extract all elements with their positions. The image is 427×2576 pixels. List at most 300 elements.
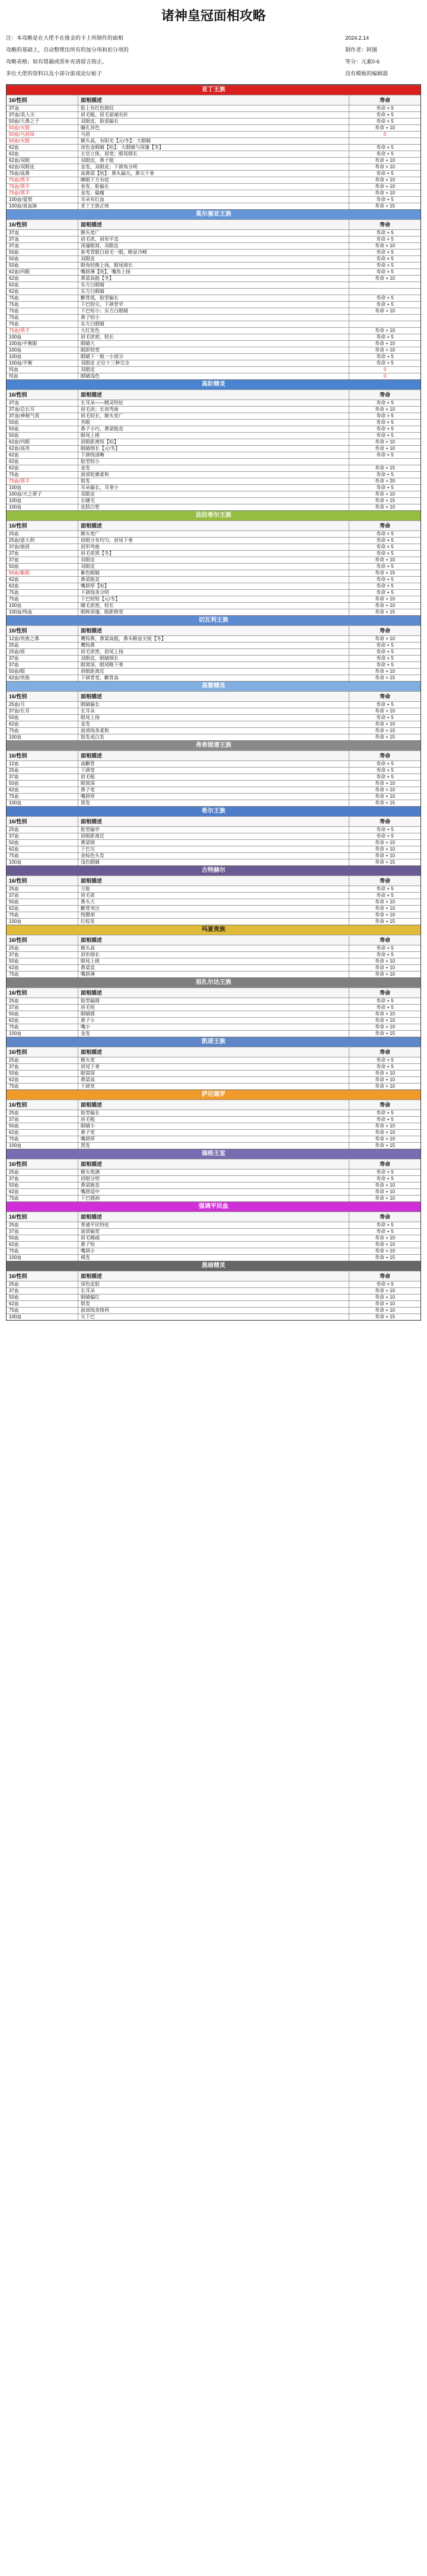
column-header-row (7, 219, 420, 229)
lifespan-cell: 寿命 + 5 (376, 662, 394, 667)
description-cell: 眉毛浓密、较长 (78, 334, 349, 340)
column-header: 寿命 (379, 1102, 390, 1108)
attribute-cell: 62血/高贵 (9, 446, 30, 451)
description-cell: 眉眼距离短【哈】 (78, 439, 349, 445)
attribute-cell: 25血 (9, 643, 19, 648)
attribute-cell: 62血 (9, 787, 19, 792)
attribute-cell: 37血 (9, 1005, 19, 1010)
lifespan-cell: 寿命 + 5 (376, 945, 394, 951)
description-cell: 下巴较短【元/冬】 (78, 596, 349, 602)
column-header: 寿命 (379, 990, 390, 996)
lifespan-cell: 寿命 + 10 (374, 794, 395, 799)
lifespan-cell (349, 282, 420, 288)
attribute-cell: 100血 (9, 603, 22, 608)
attribute-cell: 12血/贵族之鼻 (9, 636, 40, 641)
lifespan-cell: 寿命 + 10 (374, 912, 395, 918)
description-cell: 普通平民特征 (78, 1222, 349, 1228)
table-row (7, 1235, 420, 1241)
description-cell: 眼睛大 (78, 341, 349, 347)
attribute-cell: 25血 (9, 1110, 19, 1116)
column-header: 面相描述 (78, 220, 349, 229)
attribute-cell: 100血 (9, 1143, 22, 1148)
section-header: 瑞格王室 (7, 1149, 420, 1159)
meta-author: 制作者：阿图 (345, 47, 378, 53)
column-header: 16/性别 (9, 1161, 27, 1167)
table-row (7, 602, 420, 609)
description-cell: 瞳孔异色 (78, 125, 349, 131)
lifespan-cell: 寿命 + 10 (374, 840, 395, 845)
description-cell: 紫色眼睛 (78, 570, 349, 576)
lifespan-cell: 寿命 + 10 (374, 1242, 395, 1247)
table-row (7, 426, 420, 432)
section-header: 弗希缇谱王族 (7, 740, 420, 750)
description-cell: 金发 (78, 1031, 349, 1037)
table-row (7, 236, 420, 242)
lifespan-cell: 寿命 + 10 (374, 1084, 395, 1089)
lifespan-cell: 寿命 + 5 (376, 886, 394, 891)
attribute-cell: 50血/大鼻之子 (9, 119, 40, 124)
lifespan-cell: 寿命 + 10 (374, 1182, 395, 1188)
description-cell: 金棕色头发 (78, 853, 349, 859)
table-row (7, 419, 420, 426)
column-header: 寿命 (379, 753, 390, 759)
attribute-cell: 50血 (9, 426, 19, 432)
description-cell: 双眼皮 (78, 564, 349, 570)
lifespan-cell: 寿命 + 5 (376, 583, 394, 589)
attribute-cell: 3T血 (9, 106, 20, 111)
lifespan-cell: 寿命 + 5 (376, 1005, 394, 1010)
lifespan-cell: 寿命 + 5 (376, 768, 394, 773)
column-header: 面相描述 (78, 1212, 349, 1222)
description-cell: 鼻梁高挺【冬】 (78, 276, 349, 282)
attribute-cell: 25血 (9, 768, 19, 773)
description-cell: 鼻梁挺直 (78, 1182, 349, 1188)
attribute-cell: 75血 (9, 728, 19, 733)
intro-line: 攻略表格；如有错漏或需补充请留言指正。 (6, 59, 108, 65)
attribute-cell: 50血/火眼 (9, 125, 30, 130)
table-row (7, 1241, 420, 1248)
lifespan-cell: 寿命 + 5 (376, 564, 394, 569)
lifespan-cell: 寿命 + 5 (376, 1229, 394, 1234)
table-row (7, 327, 420, 334)
lifespan-cell: 寿命 + 10 (374, 781, 395, 786)
lifespan-cell: 寿命 + 15 (374, 1255, 395, 1260)
description-cell: 鼻梁高 (78, 1077, 349, 1083)
table-row (7, 1110, 420, 1116)
lifespan-cell: 寿命 + 10 (374, 721, 395, 727)
column-header: 面相描述 (78, 988, 349, 998)
column-header: 面相描述 (78, 521, 349, 530)
attribute-cell: 75血 (9, 472, 19, 477)
lifespan-cell: 寿命 + 5 (376, 833, 394, 839)
table-row (7, 787, 420, 793)
attribute-cell: 37血 (9, 656, 19, 661)
attribute-cell: 100血/爱恨 (9, 197, 33, 202)
column-header: 16/性别 (9, 753, 27, 759)
table-row (7, 793, 420, 800)
table-row (7, 177, 420, 183)
table-row (7, 334, 420, 340)
description-cell: 眉形弯曲 (78, 544, 349, 550)
attribute-cell: 100血/天之骄子 (9, 491, 42, 497)
attribute-cell: 62血 (9, 1189, 19, 1194)
description-cell: 眉眼分明 (78, 1176, 349, 1182)
description-cell: 眉毛浓密，眉尾上扬 (78, 649, 349, 655)
table-row (7, 491, 420, 497)
description-cell: 眉眼分布均匀，眉尾下垂 (78, 538, 349, 544)
table-row (7, 912, 420, 918)
lifespan-cell: 寿命 + 5 (376, 295, 394, 301)
description-cell: 眉毛短 (78, 1005, 349, 1011)
lifespan-cell: 寿命 + 10 (374, 1288, 395, 1293)
lifespan-cell: 寿命 + 15 (374, 465, 395, 471)
table-row (7, 899, 420, 905)
lifespan-cell: 0 (383, 373, 387, 379)
column-header: 16/性别 (9, 1049, 27, 1055)
lifespan-cell: 寿命 + 5 (376, 171, 394, 176)
table-row (7, 1057, 420, 1063)
attribute-cell: 50血/乌眉绿 (9, 132, 35, 137)
table-row (7, 886, 420, 892)
attribute-cell: 100血 (9, 504, 22, 510)
intro-block (6, 32, 421, 84)
attribute-cell: 37血 (9, 1288, 19, 1293)
lifespan-cell: 寿命 + 10 (374, 853, 395, 858)
table-row (7, 295, 420, 301)
lifespan-cell (349, 321, 420, 327)
description-cell: 鼻子小 (78, 1018, 349, 1024)
table-row (7, 721, 420, 727)
table-row (7, 530, 420, 537)
table-row (7, 734, 420, 740)
section-header: 祖扎尔达王族 (7, 977, 420, 987)
lifespan-cell: 寿命 + 5 (376, 551, 394, 556)
column-header: 16/性别 (9, 1273, 27, 1279)
attribute-cell: 50血 (9, 263, 19, 268)
lifespan-cell: 寿命 + 5 (376, 420, 394, 425)
table-row (7, 583, 420, 589)
lifespan-cell: 寿命 + 10 (374, 1123, 395, 1129)
table-row (7, 1123, 420, 1129)
table-row (7, 1004, 420, 1011)
lifespan-cell: 寿命 + 10 (374, 328, 395, 333)
description-cell: 睫毛浓密，较长 (78, 603, 349, 609)
attribute-cell: 50血 (9, 1182, 19, 1188)
table-row (7, 563, 420, 570)
attribute-cell: 62血 (9, 1242, 19, 1247)
description-cell: 嘴唇厚【哈】 (78, 583, 349, 589)
table-row (7, 1182, 420, 1188)
column-header-row (7, 1159, 420, 1169)
table-row (7, 183, 420, 190)
description-cell: 眉眼距离近 (78, 669, 349, 675)
column-header: 16/性别 (9, 990, 27, 996)
table-row (7, 262, 420, 269)
description-cell: 下巴短小；东方白眼睛 (78, 308, 349, 314)
attribute-cell: 75血 (9, 295, 19, 301)
column-header-row (7, 1100, 420, 1110)
section-header: 莫尔塞亚王族 (7, 209, 420, 219)
table-row (7, 229, 420, 236)
table-row (7, 321, 420, 327)
lifespan-cell: 寿命 + 10 (374, 190, 395, 196)
table-row (7, 308, 420, 314)
description-cell: 颧骨低，脸型偏长 (78, 295, 349, 301)
lifespan-cell: 寿命 + 5 (376, 1057, 394, 1063)
lifespan-cell: 寿命 + 5 (376, 656, 394, 661)
column-header: 面相描述 (78, 390, 349, 399)
section-header: 切瓦利王族 (7, 615, 420, 625)
description-cell: 面部轮廓柔和 (78, 472, 349, 478)
table-row (7, 760, 420, 767)
attribute-cell: 100血/纯血 (9, 609, 33, 615)
lifespan-cell: 寿命 + 10 (374, 347, 395, 353)
table-row (7, 353, 420, 360)
lifespan-cell: 寿命 + 10 (374, 1130, 395, 1135)
attribute-cell: 37血 (9, 1176, 19, 1181)
description-cell: 下颌宽 (78, 768, 349, 774)
description-cell: 乌眉 (78, 132, 349, 138)
column-header-row (7, 935, 420, 945)
table-row (7, 971, 420, 977)
attribute-cell: 纯血 (9, 367, 18, 372)
description-cell: 鼻子宽 (78, 787, 349, 793)
table-row (7, 504, 420, 510)
table-row (7, 859, 420, 865)
table-row (7, 366, 420, 373)
attribute-cell: 62血 (9, 459, 19, 464)
description-cell: 长耳朵——精灵特征 (78, 400, 349, 406)
attribute-cell: 25血/眉 (9, 649, 26, 654)
column-header: 16/性别 (9, 1214, 27, 1220)
description-cell: 高鼻梁【哈】：鼻头偏尖，鼻尖下垂 (78, 171, 349, 177)
description-cell: 眉毛较长，额头宽广 (78, 413, 349, 419)
table-row (7, 124, 420, 131)
lifespan-cell: 寿命 + 5 (376, 649, 394, 654)
description-cell: 额头宽 (78, 1057, 349, 1063)
attribute-cell: 100血 (9, 1314, 22, 1319)
description-cell: 眉眼距离近 (78, 833, 349, 839)
lifespan-cell: 寿命 + 5 (376, 452, 394, 458)
table-row (7, 589, 420, 596)
attribute-cell: 25血/意大利 (9, 538, 35, 543)
table-row (7, 833, 420, 839)
column-header: 面相描述 (78, 1100, 349, 1110)
description-cell: 卷发、脸偏长 (78, 184, 349, 190)
attribute-cell: 62血 (9, 577, 19, 582)
attribute-cell: 25血 (9, 1169, 19, 1175)
table-row (7, 1030, 420, 1037)
lifespan-cell: 0 (383, 367, 387, 372)
description-cell: 眉毛粗 (78, 774, 349, 780)
column-header-row (7, 987, 420, 998)
page-title: 诸神皇冠面相攻略 (161, 8, 266, 23)
column-header: 16/性别 (9, 1102, 27, 1108)
table-row (7, 196, 420, 203)
lifespan-cell: 寿命 + 5 (376, 472, 394, 477)
table-row (7, 406, 420, 413)
lifespan-cell: 寿命 + 10 (374, 1024, 395, 1030)
table-row (7, 1254, 420, 1261)
lifespan-cell: 寿命 + 5 (376, 827, 394, 832)
meta-date: 2024.2.14 (345, 35, 369, 41)
lifespan-cell: 寿命 + 5 (376, 426, 394, 432)
attribute-cell: 纯血 (9, 373, 18, 379)
lifespan-cell: 寿命 + 10 (374, 708, 395, 714)
lifespan-cell: 寿命 + 10 (374, 899, 395, 905)
description-cell: 双眼皮 (78, 367, 349, 373)
table-row (7, 1169, 420, 1175)
column-header: 面相描述 (78, 692, 349, 701)
attribute-cell: 62血/贵族 (9, 675, 30, 680)
table-row (7, 413, 420, 419)
column-header: 16/性别 (9, 878, 27, 884)
table-row (7, 945, 420, 951)
table-row (7, 1070, 420, 1076)
section-header: 希尔王族 (7, 806, 420, 816)
table-row (7, 964, 420, 971)
lifespan-cell: 寿命 + 10 (374, 164, 395, 170)
description-cell: 眼睛浅色 (78, 373, 349, 379)
attribute-cell: 37血 (9, 551, 19, 556)
table-row (7, 242, 420, 249)
lifespan-cell: 寿命 + 15 (374, 859, 395, 865)
attribute-cell: 50血 (9, 1011, 19, 1017)
attribute-cell: 50血/紫眼 (9, 570, 30, 576)
table-row (7, 537, 420, 544)
lifespan-cell: 寿命 + 5 (376, 1281, 394, 1287)
description-cell: 深邃眼窝，双眼皮 (78, 243, 349, 249)
column-header-row (7, 1047, 420, 1057)
column-header: 面相描述 (78, 876, 349, 886)
lifespan-cell: 寿命 + 20 (374, 478, 395, 484)
description-cell: 下巴较尖，下颌骨窄 (78, 302, 349, 308)
column-header-row (7, 875, 420, 886)
attribute-cell: 75血 (9, 1248, 19, 1254)
lifespan-cell: 寿命 + 10 (374, 1301, 395, 1306)
column-header: 寿命 (379, 878, 390, 884)
lifespan-cell: 寿命 + 5 (376, 433, 394, 438)
attribute-cell: 62血 (9, 465, 19, 471)
lifespan-cell: 寿命 + 10 (374, 308, 395, 314)
table-row (7, 111, 420, 118)
attribute-cell: 62血 (9, 721, 19, 727)
description-cell: 鹰钩鼻 (78, 643, 349, 648)
description-cell: 眼窝深 (78, 1070, 349, 1076)
table-row (7, 269, 420, 275)
lifespan-cell: 寿命 + 5 (376, 577, 394, 582)
description-cell: 黑发 (78, 800, 349, 806)
table-row (7, 596, 420, 602)
column-header: 16/性别 (9, 819, 27, 824)
description-cell: 眼睛下一般一小部分 (78, 354, 349, 360)
attribute-cell: 62血 (9, 965, 19, 970)
description-cell: 眉尾下垂 (78, 1064, 349, 1070)
table-row (7, 190, 420, 196)
description-cell: 睡眼下方有痣 (78, 177, 349, 183)
attribute-cell: 62血/双眼 (9, 158, 30, 163)
table-row (7, 1076, 420, 1083)
intro-line: 多位大佬的资料以及小部分游戏论坛帖子 (6, 71, 103, 76)
attribute-cell: 37血 (9, 557, 19, 562)
table-row (7, 275, 420, 282)
table-row (7, 1063, 420, 1070)
attribute-cell: 75血 (9, 1084, 19, 1089)
column-header: 寿命 (379, 1214, 390, 1220)
description-cell: 眼睛偏红 (78, 1295, 349, 1300)
description-cell: 东方白眼睛 (78, 321, 349, 327)
column-header-row (7, 389, 420, 399)
description-cell: 眉毛粗、眉毛前端有折 (78, 112, 349, 118)
column-header: 16/性别 (9, 628, 27, 634)
attribute-cell: 75血 (9, 321, 19, 327)
attribute-cell: 62血 (9, 1130, 19, 1135)
table-row (7, 576, 420, 583)
table-row (7, 892, 420, 899)
table-row (7, 497, 420, 504)
table-row (7, 714, 420, 721)
lifespan-cell: 寿命 + 10 (374, 1295, 395, 1300)
column-header: 16/性别 (9, 97, 27, 103)
attributes-table (6, 84, 421, 1321)
table-row (7, 800, 420, 806)
description-cell: 眼睛圆 (78, 1011, 349, 1017)
column-header: 16/性别 (9, 392, 27, 398)
description-cell: 嘴唇薄 (78, 971, 349, 977)
table-row (7, 347, 420, 353)
description-cell: 络腮胡 (78, 912, 349, 918)
description-cell: 双眼皮，眼睛细长 (78, 656, 349, 661)
lifespan-cell: 寿命 + 10 (374, 1308, 395, 1313)
attribute-cell: 75血/黑羊 (9, 177, 30, 183)
description-cell: 长耳朵 (78, 708, 349, 714)
table-row (7, 157, 420, 164)
description-cell: 脸型偏圆 (78, 998, 349, 1004)
attribute-cell: 25血 (9, 1057, 19, 1063)
column-header: 面相描述 (78, 626, 349, 635)
attribute-cell: 50血 (9, 250, 19, 255)
lifespan-cell: 寿命 + 5 (376, 256, 394, 261)
description-cell: 眼尾上挑 (78, 433, 349, 439)
lifespan-cell: 寿命 + 10 (374, 1077, 395, 1082)
lifespan-cell (349, 459, 420, 465)
attribute-cell: 50血/眼 (9, 669, 26, 674)
attribute-cell: 3T血/美人尖 (9, 112, 35, 117)
lifespan-cell: 寿命 + 15 (374, 734, 395, 740)
description-cell: 眉毛粗 (78, 1117, 349, 1123)
description-cell: 眼窝深 (78, 781, 349, 787)
description-cell: 金发 (78, 721, 349, 727)
attribute-cell: 3T血/总长耳 (9, 407, 35, 412)
lifespan-cell: 寿命 + 10 (374, 491, 395, 497)
description-cell: 面部偏宽 (78, 1229, 349, 1235)
attribute-cell: 75血 (9, 1136, 19, 1142)
lifespan-cell: 寿命 + 5 (376, 413, 394, 418)
column-header: 面相描述 (78, 751, 349, 760)
attribute-cell: 75血/黑羊 (9, 478, 30, 484)
attribute-cell: 100血/真血脉 (9, 203, 37, 209)
table-row (7, 557, 420, 563)
attribute-cell: 62血 (9, 1077, 19, 1082)
attribute-cell: 62血 (9, 1018, 19, 1023)
attribute-cell: 25血 (9, 1281, 19, 1287)
lifespan-cell: 寿命 + 5 (376, 106, 394, 111)
lifespan-cell: 寿命 + 10 (374, 557, 395, 562)
table-row (7, 445, 420, 452)
attribute-cell: 75血 (9, 596, 19, 602)
attribute-cell: 50血 (9, 840, 19, 845)
description-cell: 大红发色 (78, 328, 349, 334)
